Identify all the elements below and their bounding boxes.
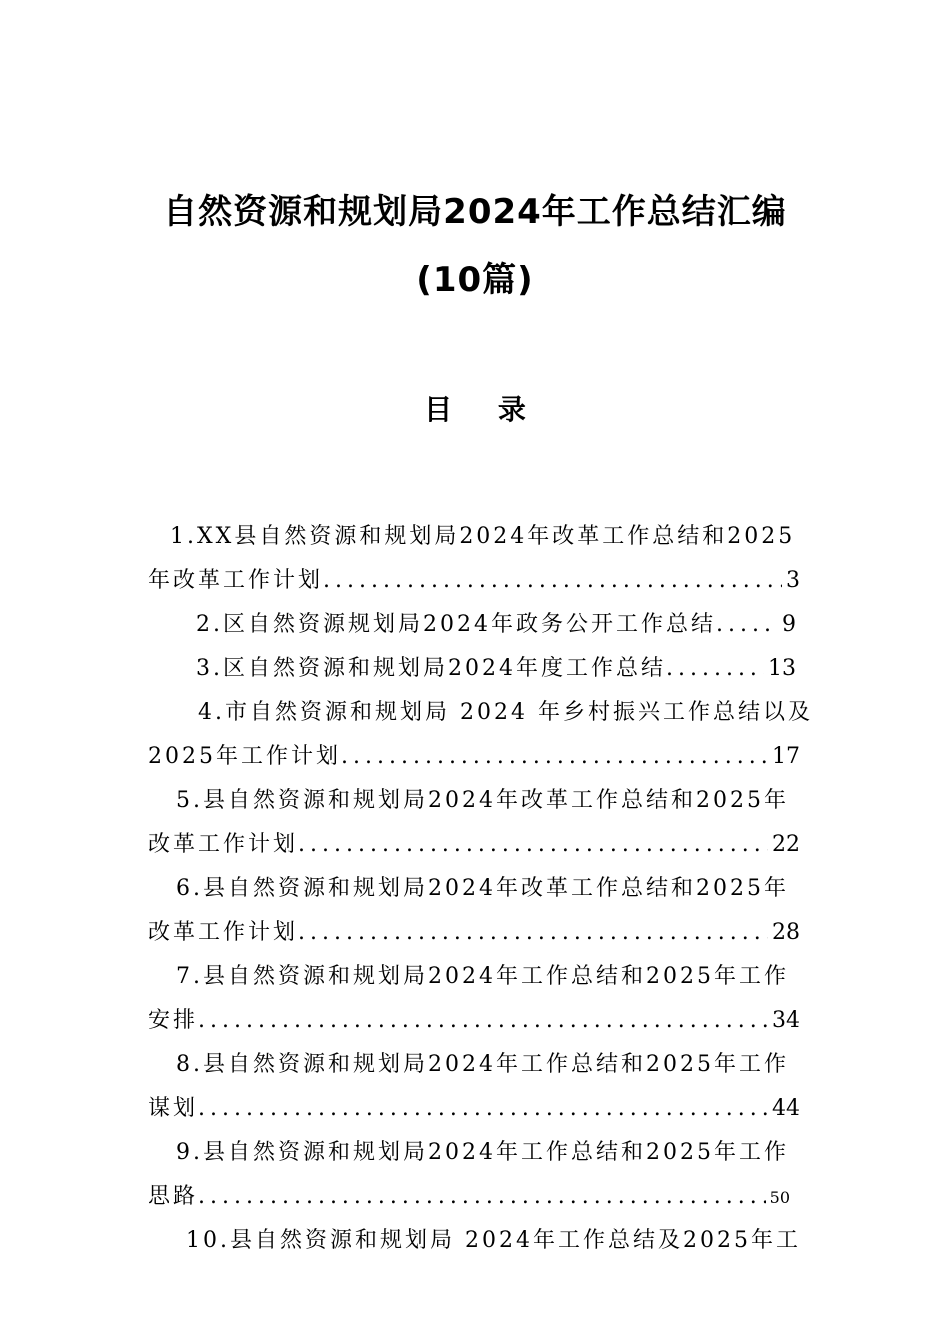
toc-page-number: 34	[772, 1008, 800, 1033]
toc-entry-2[interactable]: 2.区自然资源规划局2024年政务公开工作总结 ..... 9	[196, 610, 796, 640]
toc-entry-10-line1[interactable]: 10.县自然资源和规划局 2024年工作总结及2025年工	[186, 1228, 801, 1253]
toc-page-number: 50	[769, 1188, 790, 1207]
leader-dots	[298, 830, 768, 860]
toc-entry-5-line2[interactable]: 改革工作计划 ..... 22	[148, 830, 800, 860]
toc-entry-6-line2[interactable]: 改革工作计划 ..... 28	[148, 918, 800, 948]
toc-entry-3[interactable]: 3.区自然资源和规划局2024年度工作总结 ..... 13	[196, 654, 796, 684]
toc-entry-6-line1[interactable]: 6.县自然资源和规划局2024年改革工作总结和2025年	[176, 876, 789, 901]
document-subtitle: (10篇)	[416, 260, 534, 300]
toc-page-number: 44	[772, 1096, 800, 1121]
toc-entry-9-line1[interactable]: 9.县自然资源和规划局2024年工作总结和2025年工作	[176, 1140, 789, 1165]
toc-entry-8-line2[interactable]: 谋划 ..... 44	[148, 1094, 800, 1124]
toc-entry-4-line1[interactable]: 4.市自然资源和规划局 2024 年乡村振兴工作总结以及	[198, 700, 813, 725]
toc-entry-4-line2[interactable]: 2025年工作计划 ..... 17	[148, 742, 800, 772]
leader-dots	[198, 1006, 768, 1036]
document-title: 自然资源和规划局2024年工作总结汇编	[163, 192, 787, 232]
leader-dots	[298, 918, 768, 948]
leader-dots	[323, 566, 782, 596]
toc-page-number: 9	[782, 612, 796, 637]
leader-dots	[341, 742, 768, 772]
toc-entry-7-line2[interactable]: 安排 ..... 34	[148, 1006, 800, 1036]
toc-entry-1-line1[interactable]: 1.XX县自然资源和规划局2024年改革工作总结和2025	[170, 524, 796, 549]
leader-dots	[198, 1182, 766, 1212]
leader-dots	[666, 654, 764, 684]
toc-entry-1-line2[interactable]: 年改革工作计划 ..... 3	[148, 566, 800, 596]
toc-page-number: 22	[772, 832, 800, 857]
toc-entry-5-line1[interactable]: 5.县自然资源和规划局2024年改革工作总结和2025年	[176, 788, 789, 813]
toc-entry-7-line1[interactable]: 7.县自然资源和规划局2024年工作总结和2025年工作	[176, 964, 789, 989]
toc-page-number: 17	[772, 744, 800, 769]
toc-heading: 目 录	[424, 393, 544, 426]
toc-page-number: 13	[768, 656, 796, 681]
toc-entry-9-line2[interactable]: 思路 ..... 50	[148, 1182, 790, 1213]
toc-page-number: 28	[772, 920, 800, 945]
toc-page-number: 3	[786, 568, 800, 593]
leader-dots	[716, 610, 778, 640]
toc-entry-8-line1[interactable]: 8.县自然资源和规划局2024年工作总结和2025年工作	[176, 1052, 789, 1077]
leader-dots	[198, 1094, 768, 1124]
